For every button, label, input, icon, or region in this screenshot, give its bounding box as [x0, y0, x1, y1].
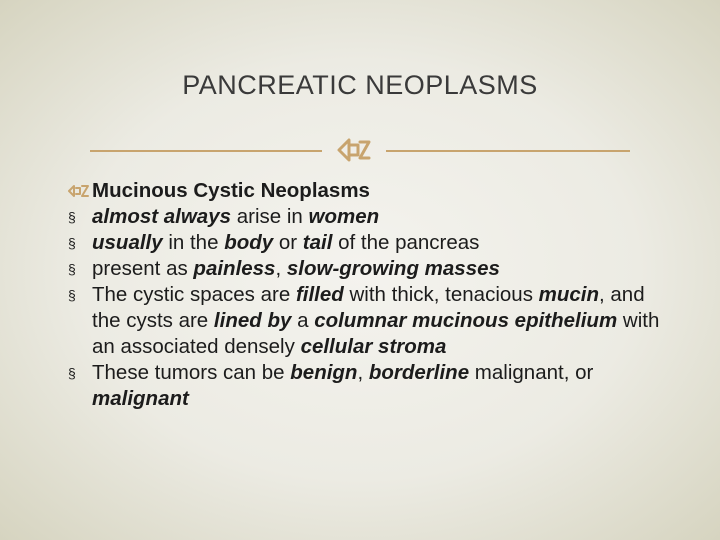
body-text: with thick, tenacious: [343, 283, 539, 306]
emphasis-text: borderline: [368, 361, 470, 384]
bullet-item: [68, 204, 668, 230]
body-text: in the: [162, 231, 225, 254]
slide-title: PANCREATIC NEOPLASMS: [182, 70, 538, 100]
emphasis-text: almost always: [92, 205, 232, 228]
ornament-icon: [336, 134, 372, 166]
emphasis-text: slow-growing masses: [286, 257, 500, 280]
body-text: These tumors can be: [92, 361, 291, 384]
body-text: a: [291, 309, 315, 332]
emphasis-text: benign: [290, 361, 358, 384]
heading-item: [68, 178, 668, 204]
emphasis-text: painless: [193, 257, 276, 280]
body-text: , and the cysts are: [92, 283, 645, 332]
divider-line-right: [386, 150, 630, 152]
bullet-marker: §: [68, 287, 76, 303]
bullet-marker: §: [68, 235, 76, 251]
emphasis-text: mucin: [538, 283, 600, 306]
body-text: malignant, or: [469, 361, 594, 384]
section-heading: Mucinous Cystic Neoplasms: [92, 179, 370, 202]
bullet-marker: §: [68, 261, 76, 277]
emphasis-text: tail: [302, 231, 333, 254]
emphasis-text: lined by: [213, 309, 292, 332]
bullet-marker: §: [68, 365, 76, 381]
bullet-list: [68, 204, 668, 412]
body-text: or: [273, 231, 303, 254]
body-text: ,: [275, 257, 287, 280]
bullet-item: [68, 282, 668, 360]
bullet-item: [68, 256, 668, 282]
bullet-item: [68, 360, 668, 412]
body-text: ,: [357, 361, 369, 384]
body-text: of the pancreas: [332, 231, 480, 254]
body-text: The cystic spaces are: [92, 283, 296, 306]
ornament-bullet-icon: [68, 182, 90, 200]
body-text: with an associated densely: [92, 309, 660, 358]
bullet-marker: §: [68, 209, 76, 225]
slide-content: [68, 178, 668, 412]
emphasis-text: columnar mucinous epithelium: [314, 309, 618, 332]
emphasis-text: body: [224, 231, 274, 254]
emphasis-text: women: [308, 205, 380, 228]
body-text: present as: [92, 257, 194, 280]
bullet-item: [68, 230, 668, 256]
emphasis-text: filled: [295, 283, 344, 306]
body-text: arise in: [231, 205, 309, 228]
emphasis-text: usually: [92, 231, 163, 254]
title-divider: [90, 150, 630, 152]
emphasis-text: cellular stroma: [300, 335, 447, 358]
divider-line-left: [90, 150, 322, 152]
emphasis-text: malignant: [92, 387, 189, 410]
